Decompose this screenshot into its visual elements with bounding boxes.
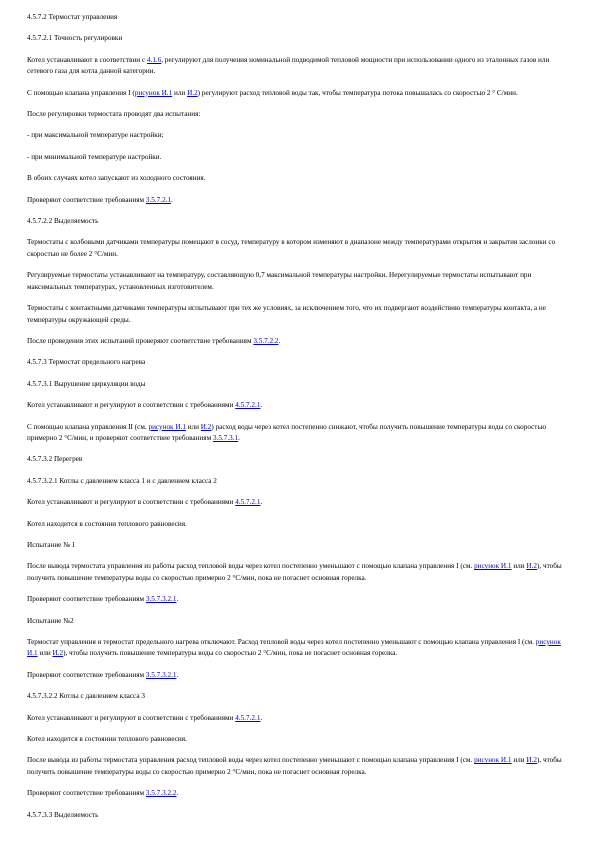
text-span: Котел устанавливают и регулируют в соответствии с требованиями [27,713,236,722]
requirement-link[interactable]: 4.5.7.2.1 [235,498,261,507]
paragraph: Термостаты с контактными датчиками температуры испытывают при тех же условиях, за исключением того, что их подвергают воздействию температуры контакта, а не температуры окружающей среды. [27,304,546,324]
section-heading: 4.5.7.3.1 Вырушение циркуляции воды [27,379,146,388]
text-span: . [171,195,173,204]
paragraph [27,561,568,584]
figure-link[interactable]: И.2 [200,422,212,431]
paragraph [27,670,568,681]
text-span: . [260,401,263,410]
text-span: С помощью клапана управления I ( [27,88,135,97]
paragraph: В обоих случаях котел запускают из холодного состояния. [27,174,206,183]
test-heading: Испытание № 1 [27,540,76,549]
text-span: После вывода термостата управления из работы расход тепловой воды через котел постепенно уменьшают с помощью клапана управления I (см. [27,562,475,571]
list-item: - при минимальной температуре настройки. [27,152,162,161]
text-span: или [511,562,527,571]
text-span: . [278,336,281,345]
text-span: После проведения этих испытаний проверяют соответствие требованиям [27,336,254,345]
text-span: ), чтобы получить повышение температуры воды со скоростью примерно 2 °С/мин, пока не погаснет основная горелка. [27,562,562,582]
text-span: Проверяют соответствие требованиям [27,670,146,679]
paragraph: Котел находится в состоянии теплового равновесия. [27,735,187,744]
text-span: . [176,595,179,604]
requirement-link[interactable]: 4.5.7.2.1 [235,401,261,410]
text-span: . [260,498,263,507]
requirement-link[interactable]: 3.5.7.3.2.1 [145,595,177,604]
paragraph [27,788,568,799]
paragraph: Термостаты с колбовыми датчиками температуры помещают в сосуд, температуру в котором изменяют в диапазоне между температурами открытия и закрытия заслонки со скоростью не более 2 °С/мин. [27,238,556,258]
section-heading: 4.5.7.2 Термостат управления [27,13,118,21]
text-span: . [176,670,179,679]
paragraph [27,88,568,99]
reference-link[interactable]: 4.1.6 [146,55,162,64]
text-span: или [172,88,188,97]
figure-link[interactable]: рисунок И.1 [27,638,561,658]
paragraph: Регулируемые термостаты устанавливают на температуру, составляющую 0,7 максимальной температуры настройки. Нерегулируемые термостаты испытывают при максимальных температурах, установленных изготовителем. [27,271,532,291]
figure-link[interactable]: рисунок И.1 [148,422,186,431]
paragraph [27,637,568,660]
section-heading: 4.5.7.3.2.2 Котлы с давлением класса 3 [27,692,145,701]
requirement-link[interactable]: 3.5.7.3.1 [212,433,239,442]
requirement-link[interactable]: 3.5.7.3.2.2 [145,789,177,798]
text-span: . [260,713,263,722]
text-span: Котел устанавливают и регулируют в соответствии с требованиями [27,401,236,410]
paragraph [27,400,568,411]
figure-link[interactable]: И.2 [526,756,537,765]
paragraph: Котел устанавливают в соответствии с 4.1.6, регулируют для получения номинальной подводимой тепловой мощности при использовании одного из эталонных газов или сетевого газа для котла данной категории. [27,55,550,76]
section-heading: 4.5.7.3.3 Выделяемость [27,810,99,819]
section-heading: 4.5.7.2.1 Точность регулировки [27,34,123,43]
figure-link[interactable]: И.2 [526,562,537,571]
requirement-link[interactable]: 3.5.7.2.2 [253,336,279,345]
paragraph [27,713,568,724]
text-span: ) расход воды через котел постепенно снижают, чтобы получить повышение температуры воды со скоростью примерно 2 °С/мин, и проверяют соответствие требованиям [27,422,547,442]
text-span: Проверяют соответствие требованиям [27,789,146,798]
section-heading: 4.5.7.2.2 Выделяемость [27,217,99,226]
text-span: . [238,433,240,442]
requirement-link[interactable]: 3.5.7.3.2.1 [145,670,177,679]
paragraph: Котел находится в состоянии теплового равновесия. [27,519,187,528]
figure-link[interactable]: И.2 [52,649,64,658]
text-span: . [176,789,179,798]
text-span: ), чтобы получить повышение температуры воды со скоростью примерно 2 °С/мин, пока не погаснет основная горелка. [27,756,562,776]
paragraph [27,336,568,347]
text-span: Проверяют соответствие требованиям [27,195,146,204]
text-span: После вывода из работы термостата управления расход тепловой воды через котел постепенно уменьшают с помощью клапана управления I (см. [27,756,475,765]
requirement-link[interactable]: 3.5.7.2.1 [145,195,172,204]
paragraph: После регулировки термостата проводят два испытания: [27,110,201,119]
document-page [27,12,568,821]
requirement-link[interactable]: 4.5.7.2.1 [235,713,261,722]
paragraph [27,195,568,206]
section-heading: 4.5.7.3.2.1 Котлы с давлением класса 1 и с давлением класса 2 [27,476,217,485]
figure-link[interactable]: И.2 [187,88,198,97]
text-span: или [185,422,201,431]
text-span: Котел устанавливают и регулируют в соответствии с требованиями [27,498,236,507]
figure-link[interactable]: рисунок И.1 [134,88,173,97]
text-span: или [511,756,527,765]
text-span: Проверяют соответствие требованиям [27,595,146,604]
text-span: ), чтобы получить повышение температуры воды со скоростью 2 °С/мин, пока не погаснет основная горелка. [63,649,398,658]
test-heading: Испытание №2 [27,616,74,625]
figure-link[interactable]: рисунок И.1 [474,562,512,571]
text-span: или [37,649,53,658]
figure-link[interactable]: рисунок И.1 [474,756,512,765]
text-span: С помощью клапана управления II (см. [27,422,149,431]
paragraph [27,422,568,445]
text-span: ) регулируют расход тепловой воды так, чтобы температура потока повышалась со скоростью 2 ° С/мин. [197,88,518,97]
section-heading: 4.5.7.3.2 Перегрев [27,455,83,464]
paragraph [27,497,568,508]
text-span: Термостат управления и термостат предельного нагрева отключают. Расход тепловой воды через котел постепенно уменьшают с помощью клапана управления I (см. [27,638,536,646]
paragraph [27,755,568,778]
paragraph [27,594,568,605]
section-heading: 4.5.7.3 Термостат предельного нагрева [27,358,146,367]
list-item: - при максимальной температуре настройки; [27,131,164,140]
